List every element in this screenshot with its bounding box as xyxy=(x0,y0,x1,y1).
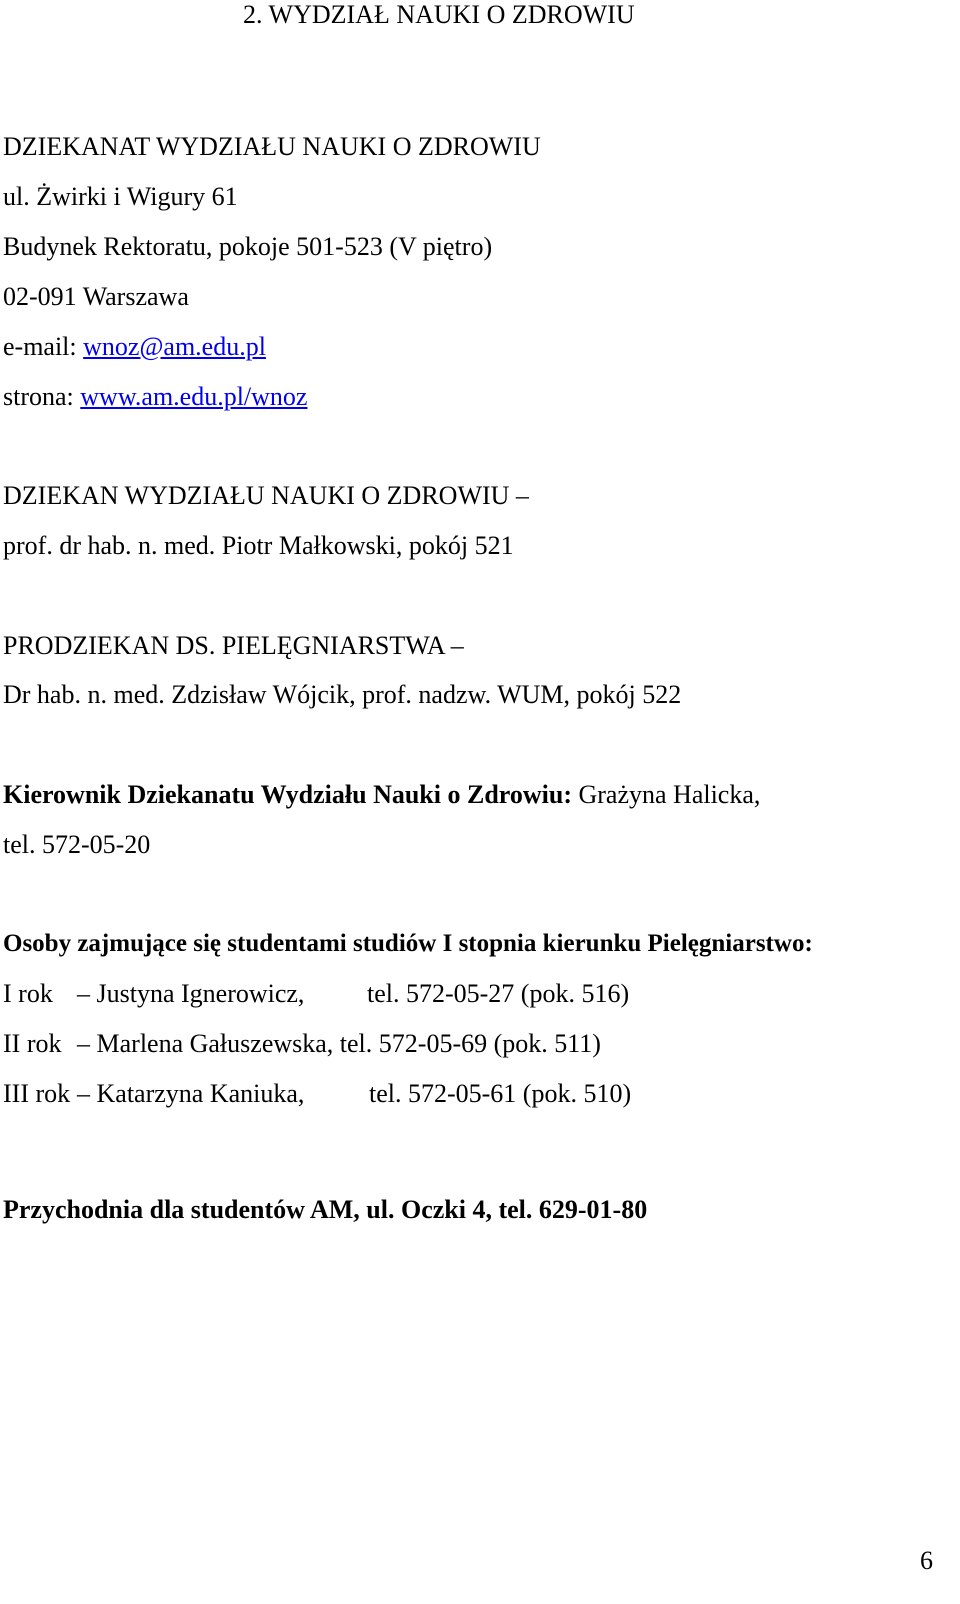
staff-phone: tel. 572-05-27 (pok. 516) xyxy=(367,979,630,1008)
staff-person: – Marlena Gałuszewska, xyxy=(77,1029,334,1058)
page-number: 6 xyxy=(920,1546,933,1575)
staff-row xyxy=(3,1029,601,1059)
email-link[interactable]: wnoz@am.edu.pl xyxy=(83,332,266,361)
dean-office-city: 02-091 Warszawa xyxy=(3,282,189,311)
staff-year: II rok xyxy=(3,1029,62,1058)
website-link[interactable]: www.am.edu.pl/wnoz xyxy=(80,382,308,411)
clinic-info: Przychodnia dla studentów AM, ul. Oczki 4, tel. 629-01-80 xyxy=(3,1195,648,1224)
staff-phone: tel. 572-05-69 (pok. 511) xyxy=(339,1029,601,1058)
staff-year: I rok xyxy=(3,979,53,1008)
vice-dean-person: Dr hab. n. med. Zdzisław Wójcik, prof. nadzw. WUM, pokój 522 xyxy=(3,680,682,709)
students-staff-heading: Osoby zajmujące się studentami studiów I stopnia kierunku Pielęgniarstwo: xyxy=(3,930,813,957)
dean-office-building: Budynek Rektoratu, pokoje 501-523 (V piętro) xyxy=(3,232,493,261)
staff-person: – Justyna Ignerowicz, xyxy=(77,979,305,1008)
website-label: strona: xyxy=(3,382,74,411)
office-head-name: Grażyna Halicka, xyxy=(578,780,761,809)
staff-row xyxy=(3,979,629,1009)
dean-office-heading: DZIEKANAT WYDZIAŁU NAUKI O ZDROWIU xyxy=(3,132,541,161)
vice-dean-heading: PRODZIEKAN DS. PIELĘGNIARSTWA – xyxy=(3,631,464,660)
office-head-label: Kierownik Dziekanatu Wydziału Nauki o Zdrowiu: xyxy=(3,780,572,809)
page-title: 2. WYDZIAŁ NAUKI O ZDROWIU xyxy=(243,0,635,29)
staff-year: III rok xyxy=(3,1079,71,1108)
office-head-phone: tel. 572-05-20 xyxy=(3,830,151,859)
dean-heading: DZIEKAN WYDZIAŁU NAUKI O ZDROWIU – xyxy=(3,481,529,510)
dean-office-street: ul. Żwirki i Wigury 61 xyxy=(3,182,238,211)
staff-phone: tel. 572-05-61 (pok. 510) xyxy=(369,1079,632,1108)
staff-row xyxy=(3,1079,631,1109)
email-label: e-mail: xyxy=(3,332,77,361)
dean-office-email-row xyxy=(3,332,266,362)
dean-person: prof. dr hab. n. med. Piotr Małkowski, pokój 521 xyxy=(3,531,514,560)
office-head-row xyxy=(3,780,760,810)
dean-office-website-row xyxy=(3,382,307,412)
staff-person: – Katarzyna Kaniuka, xyxy=(77,1079,305,1108)
